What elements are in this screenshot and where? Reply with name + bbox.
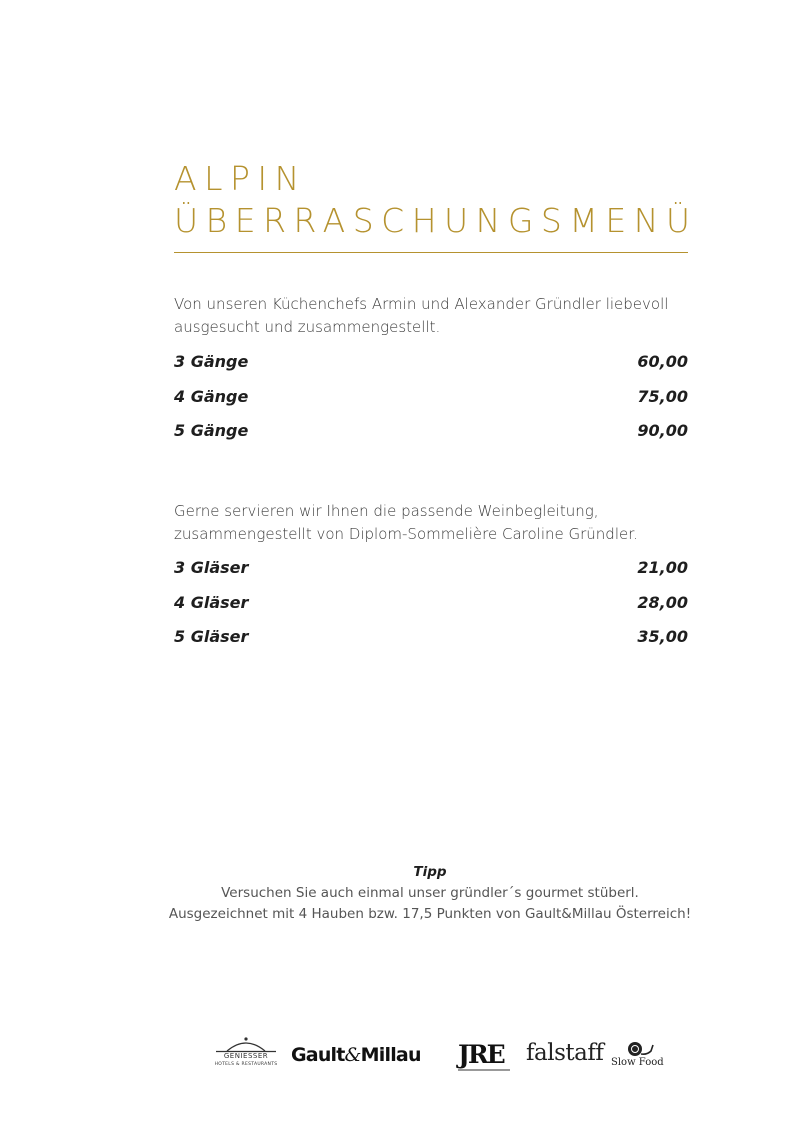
course-price: 75,00: [637, 386, 688, 406]
glass-count-label: 3 Gläser: [174, 558, 249, 577]
gault-millau-logo-part-1: Gault: [291, 1044, 345, 1066]
wine-price-row: [174, 558, 688, 593]
glass-count-label: 4 Gläser: [174, 592, 249, 612]
title-line-2: ÜBERRASCHUNGSMENÜ: [174, 201, 698, 240]
wine-price-list: [174, 558, 688, 662]
geniesser-logo-subtext: HOTELS & RESTAURANTS: [214, 1062, 278, 1067]
geniesser-logo: [213, 1036, 279, 1072]
menu-price-list: [174, 352, 688, 456]
course-count-label: 5 Gänge: [174, 421, 249, 440]
jre-logo-underline: [458, 1069, 510, 1071]
slow-food-logo-text: Slow Food: [611, 1057, 664, 1068]
gault-millau-logo-ampersand: &: [344, 1044, 361, 1066]
tip-label: Tipp: [413, 864, 447, 880]
course-price: 60,00: [637, 352, 688, 371]
course-price: 90,00: [637, 421, 688, 440]
course-count-label: 4 Gänge: [174, 386, 249, 406]
menu-intro: Von unseren Küchenchefs Armin und Alexander Gründler liebevoll ausgesucht und zusammengestellt.: [174, 295, 669, 336]
geniesser-logo-text: GENIESSER: [223, 1052, 269, 1060]
jre-logo: JRE: [458, 1040, 504, 1069]
course-count-label: 3 Gänge: [174, 352, 249, 371]
menu-title: [174, 158, 698, 242]
award-logos: [213, 1036, 673, 1076]
tip-text-line-2: Ausgezeichnet mit 4 Hauben bzw. 17,5 Punkten von Gault&Millau Österreich!: [168, 906, 692, 922]
gault-millau-logo-part-2: Millau: [360, 1044, 421, 1066]
title-line-1: ALPIN: [174, 159, 307, 198]
gault-millau-logo: [291, 1044, 421, 1066]
wine-price: 28,00: [637, 592, 688, 612]
menu-price-row: [174, 352, 688, 387]
wine-price: 21,00: [637, 558, 688, 577]
tip-text-line-1: Versuchen Sie auch einmal unser gründler´s gourmet stüberl.: [221, 885, 639, 901]
falstaff-logo: falstaff: [526, 1040, 604, 1066]
slow-food-logo: [609, 1040, 669, 1074]
wine-intro: Gerne servieren wir Ihnen die passende Weinbegleitung, zusammengestellt von Diplom-Sommelière Caroline Gründler.: [174, 502, 638, 543]
wine-price-row: [174, 627, 688, 662]
menu-price-row: [174, 421, 688, 456]
tip-box: [0, 862, 794, 925]
wine-price-row: [174, 593, 688, 628]
glass-count-label: 5 Gläser: [174, 627, 249, 646]
title-divider: [174, 252, 688, 253]
snail-icon: [623, 1040, 657, 1058]
wine-price: 35,00: [637, 627, 688, 646]
menu-price-row: [174, 387, 688, 422]
